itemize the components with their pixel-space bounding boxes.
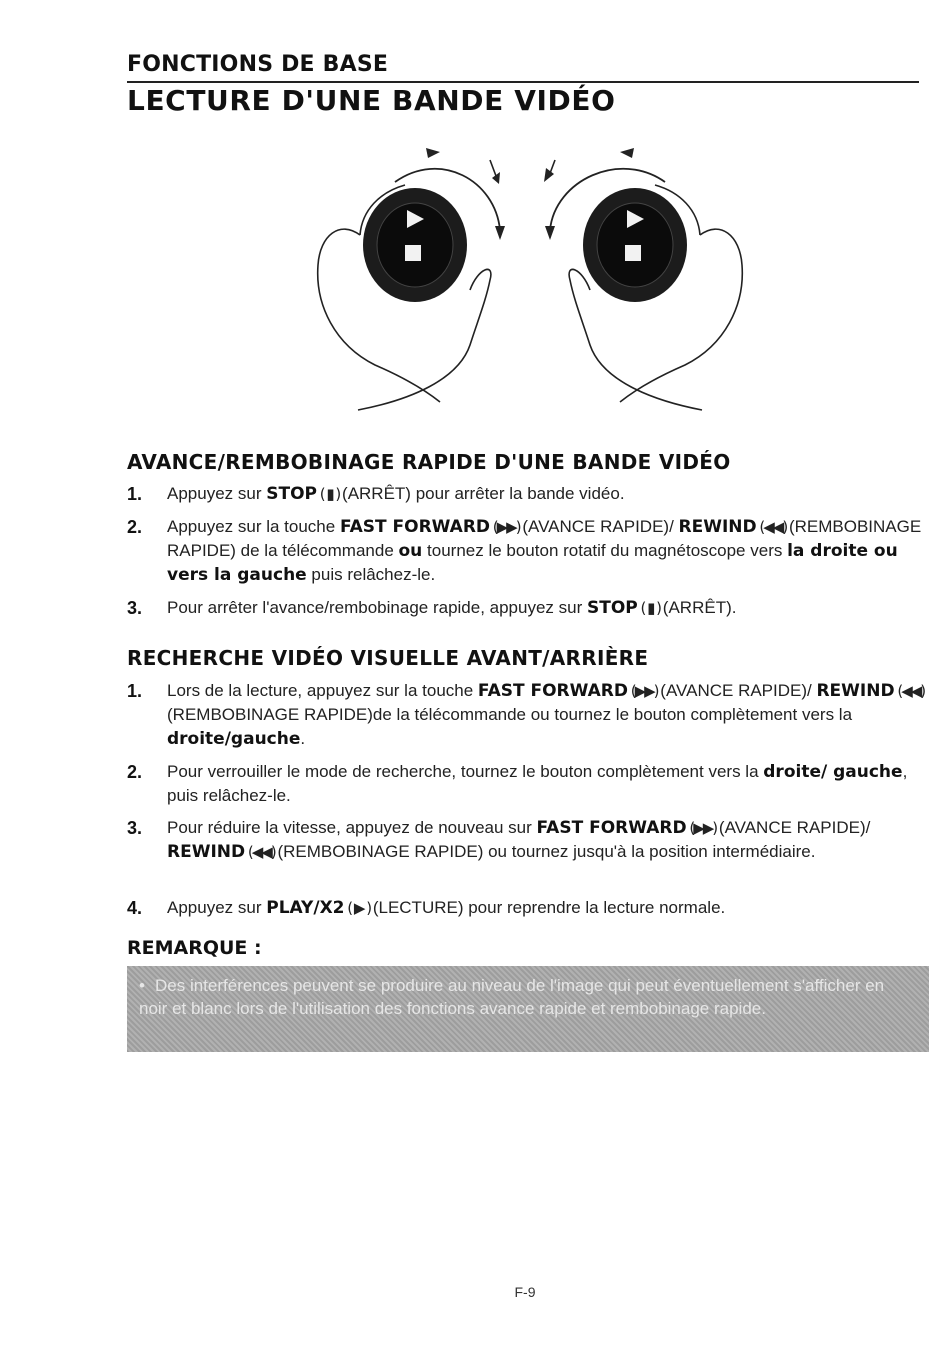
rewind-key-label: REWIND <box>167 842 246 862</box>
rewind-symbol: (◀◀) <box>894 682 925 700</box>
rewind-key-label: REWIND <box>816 681 895 701</box>
play-symbol: ( ▶ ) <box>344 899 373 917</box>
step-text: Pour arrêter l'avance/rembobinage rapide, appuyez sur STOP ( ▮ ) (ARRÊT). <box>167 598 737 618</box>
header-rule <box>127 81 919 83</box>
left-hand-dial-figure <box>318 148 505 410</box>
direction-emphasis: la droite ou vers la gauche <box>167 541 898 585</box>
step-text: Lors de la lecture, appuyez sur la touche FAST FORWARD (▶▶) (AVANCE RAPIDE)/ REWIND (◀◀) (REMBOBINAGE RAPIDE)de la télécommande ou tournez le bouton complètement vers la droite/gauche. <box>167 681 925 749</box>
section-label: FONCTIONS DE BASE <box>127 52 389 77</box>
stop-key-label: STOP <box>266 484 317 504</box>
rewind-symbol: (◀◀) <box>756 518 789 536</box>
step-number: 3. <box>127 598 143 618</box>
search-step-2 <box>127 760 927 808</box>
step-number: 2. <box>127 517 143 537</box>
step-text: Appuyez sur PLAY/X2 ( ▶ ) (LECTURE) pour reprendre la lecture normale. <box>167 898 726 918</box>
fast-forward-key-label: FAST FORWARD <box>536 818 687 838</box>
page-title: LECTURE D'UNE BANDE VIDÉO <box>127 84 616 117</box>
stop-symbol: ( ▮ ) <box>637 599 663 617</box>
stop-icon <box>405 245 421 261</box>
fast-forward-symbol: (▶▶) <box>490 518 523 536</box>
step-text: Pour verrouiller le mode de recherche, tournez le bouton complètement vers la droite/ gauche, puis relâchez-le. <box>167 762 908 805</box>
ff-rew-step-3 <box>127 596 927 620</box>
search-step-1 <box>127 679 927 751</box>
note-box <box>127 966 929 1052</box>
direction-emphasis: droite/ gauche <box>763 762 903 782</box>
play-key-label: PLAY/X2 <box>266 898 345 918</box>
page-number: F-9 <box>514 1284 536 1300</box>
note-heading: REMARQUE : <box>127 937 262 959</box>
ff-rew-heading: AVANCE/REMBOBINAGE RAPIDE D'UNE BANDE VIDÉO <box>127 450 731 474</box>
search-step-3 <box>127 816 927 864</box>
jog-dial-illustration <box>300 140 760 425</box>
search-step-4 <box>127 896 927 920</box>
step-number: 1. <box>127 681 143 701</box>
step-number: 1. <box>127 484 143 504</box>
step-number: 4. <box>127 898 143 918</box>
fast-forward-key-label: FAST FORWARD <box>477 681 628 701</box>
search-heading: RECHERCHE VIDÉO VISUELLE AVANT/ARRIÈRE <box>127 646 649 670</box>
step-number: 2. <box>127 762 143 782</box>
rewind-key-label: REWIND <box>678 517 757 537</box>
fast-forward-key-label: FAST FORWARD <box>339 517 491 537</box>
step-text: Appuyez sur la touche FAST FORWARD (▶▶) (AVANCE RAPIDE)/ REWIND (◀◀) (REMBOBINAGE RAPIDE) de la télécommande ou tournez le bouton rotatif du magnétoscope vers la droite ou vers la gauche puis relâchez-le. <box>167 517 922 585</box>
step-text: Appuyez sur STOP ( ▮ ) (ARRÊT) pour arrêter la bande vidéo. <box>167 484 625 504</box>
stop-key-label: STOP <box>587 598 638 618</box>
direction-emphasis: droite/gauche <box>167 729 301 749</box>
ff-rew-step-2 <box>127 515 927 587</box>
fast-forward-symbol: (▶▶) <box>627 682 661 700</box>
stop-symbol: ( ▮ ) <box>317 485 343 503</box>
rewind-symbol: (◀◀) <box>245 843 278 861</box>
ff-rew-step-1 <box>127 482 927 506</box>
right-hand-dial-figure <box>544 148 742 410</box>
fast-forward-symbol: (▶▶) <box>686 819 719 837</box>
step-text: Pour réduire la vitesse, appuyez de nouveau sur FAST FORWARD (▶▶) (AVANCE RAPIDE)/ REWIND (◀◀) (REMBOBINAGE RAPIDE) ou tournez jusqu'à la position intermédiaire. <box>167 818 871 862</box>
note-text: Des interférences peuvent se produire au niveau de l'image qui peut éventuellement s'afficher en noir et blanc lors de l'utilisation des fonctions avance rapide et rembobinage rapide. <box>139 976 885 1018</box>
step-number: 3. <box>127 818 143 838</box>
stop-icon <box>625 245 641 261</box>
bullet-icon: • <box>139 976 145 995</box>
